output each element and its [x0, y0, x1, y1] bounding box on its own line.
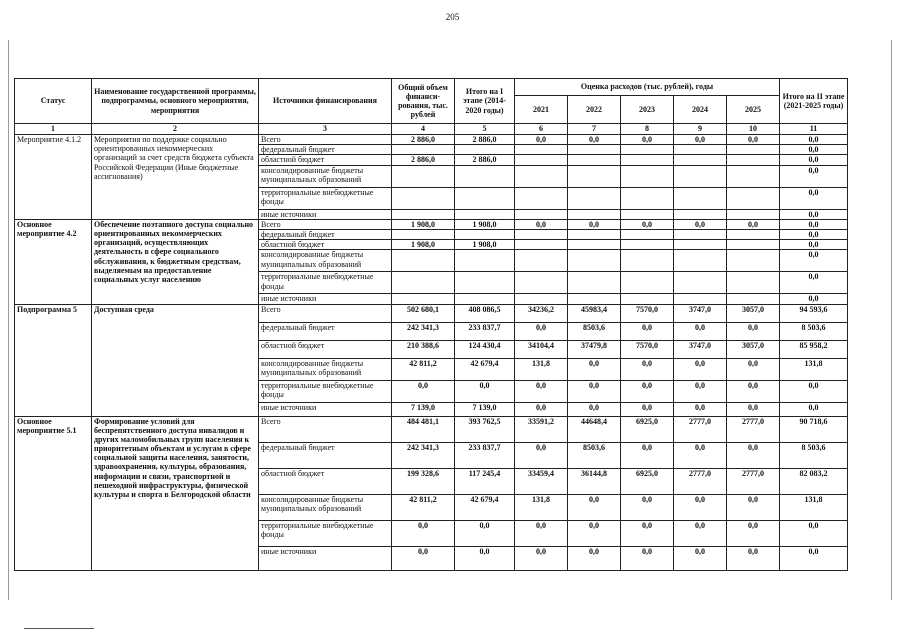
amount-cell: 0,0	[727, 358, 780, 380]
amount-cell: 0,0	[727, 402, 780, 416]
amount-cell	[727, 209, 780, 219]
amount-cell	[727, 240, 780, 250]
amount-cell: 0,0	[674, 219, 727, 229]
amount-cell	[674, 165, 727, 187]
funding-source: иные источники	[259, 294, 392, 304]
amount-cell	[674, 209, 727, 219]
amount-cell: 0,0	[674, 494, 727, 520]
amount-cell	[568, 250, 621, 272]
funding-source: федеральный бюджет	[259, 229, 392, 239]
header-stage2-total: Итого на II этапе (2021-2025 годы)	[780, 79, 848, 124]
amount-cell: 2 886,0	[392, 155, 455, 165]
amount-cell: 0,0	[621, 494, 674, 520]
amount-cell	[392, 229, 455, 239]
amount-cell: 0,0	[780, 250, 848, 272]
amount-cell	[455, 145, 515, 155]
amount-cell	[674, 250, 727, 272]
amount-cell: 2777,0	[727, 416, 780, 442]
amount-cell	[455, 209, 515, 219]
column-number: 5	[455, 124, 515, 135]
amount-cell: 34236,2	[515, 304, 568, 322]
amount-cell: 6925,0	[621, 468, 674, 494]
funding-source: Всего	[259, 304, 392, 322]
amount-cell: 8503,6	[568, 322, 621, 340]
amount-cell	[392, 272, 455, 294]
amount-cell	[568, 165, 621, 187]
amount-cell: 0,0	[621, 546, 674, 570]
amount-cell: 33591,2	[515, 416, 568, 442]
header-stage1-total: Итого на I этапе (2014-2020 годы)	[455, 79, 515, 124]
amount-cell	[621, 165, 674, 187]
amount-cell: 8 503,6	[780, 442, 848, 468]
amount-cell	[621, 145, 674, 155]
amount-cell: 0,0	[621, 380, 674, 402]
amount-cell: 0,0	[674, 358, 727, 380]
funding-source: территориальные внебюджетные фонды	[259, 187, 392, 209]
amount-cell: 0,0	[727, 442, 780, 468]
footer-rule	[24, 628, 94, 629]
amount-cell: 2777,0	[674, 468, 727, 494]
page-right-border	[891, 40, 892, 600]
funding-source: консолидированные бюджеты муниципальных образований	[259, 250, 392, 272]
amount-cell: 0,0	[727, 380, 780, 402]
amount-cell	[455, 165, 515, 187]
table-row	[15, 219, 848, 229]
amount-cell: 1 908,0	[455, 219, 515, 229]
funding-source: территориальные внебюджетные фонды	[259, 380, 392, 402]
amount-cell: 42 679,4	[455, 358, 515, 380]
amount-cell	[621, 240, 674, 250]
row-status: Мероприятие 4.1.2	[15, 135, 92, 220]
amount-cell: 0,0	[780, 240, 848, 250]
amount-cell: 0,0	[392, 380, 455, 402]
amount-cell: 0,0	[515, 380, 568, 402]
amount-cell	[568, 209, 621, 219]
amount-cell: 242 341,3	[392, 442, 455, 468]
amount-cell: 0,0	[621, 135, 674, 145]
amount-cell: 45983,4	[568, 304, 621, 322]
page-left-border	[8, 40, 9, 600]
amount-cell	[621, 209, 674, 219]
amount-cell	[727, 229, 780, 239]
funding-source: территориальные внебюджетные фонды	[259, 272, 392, 294]
amount-cell: 0,0	[455, 380, 515, 402]
funding-source: областной бюджет	[259, 240, 392, 250]
amount-cell	[621, 294, 674, 304]
header-year: 2022	[568, 96, 621, 124]
header-total-cost: Общий объем финанси-рования, тыс. рублей	[392, 79, 455, 124]
column-number: 10	[727, 124, 780, 135]
funding-source: территориальные внебюджетные фонды	[259, 520, 392, 546]
amount-cell: 94 593,6	[780, 304, 848, 322]
amount-cell	[568, 229, 621, 239]
amount-cell: 0,0	[727, 219, 780, 229]
amount-cell: 0,0	[515, 135, 568, 145]
funding-source: Всего	[259, 219, 392, 229]
amount-cell: 0,0	[515, 546, 568, 570]
amount-cell: 0,0	[621, 358, 674, 380]
amount-cell: 0,0	[674, 322, 727, 340]
funding-source: федеральный бюджет	[259, 322, 392, 340]
funding-source: областной бюджет	[259, 468, 392, 494]
amount-cell	[515, 155, 568, 165]
amount-cell: 484 481,1	[392, 416, 455, 442]
column-number: 11	[780, 124, 848, 135]
amount-cell: 0,0	[780, 294, 848, 304]
amount-cell	[515, 165, 568, 187]
row-name: Формирование условий для беспрепятственного доступа инвалидов и других маломобильных групп населения к приоритетным объектам и услугам в сфере социальной защиты населения, занятости, здравоохранения, культуры, образования, информации и связи, транспортной и пешеходной инфраструктуры, физической культуры и спорта в Белгородской области	[92, 416, 259, 570]
amount-cell: 233 837,7	[455, 442, 515, 468]
funding-source: областной бюджет	[259, 155, 392, 165]
amount-cell: 233 837,7	[455, 322, 515, 340]
amount-cell: 0,0	[780, 209, 848, 219]
amount-cell: 210 388,6	[392, 340, 455, 358]
amount-cell: 0,0	[568, 402, 621, 416]
amount-cell: 0,0	[727, 520, 780, 546]
amount-cell: 36144,8	[568, 468, 621, 494]
amount-cell: 0,0	[455, 546, 515, 570]
funding-source: консолидированные бюджеты муниципальных образований	[259, 494, 392, 520]
amount-cell: 7 139,0	[455, 402, 515, 416]
amount-cell: 42 811,2	[392, 358, 455, 380]
amount-cell	[515, 187, 568, 209]
amount-cell: 0,0	[568, 520, 621, 546]
amount-cell	[392, 250, 455, 272]
amount-cell: 6925,0	[621, 416, 674, 442]
amount-cell	[392, 165, 455, 187]
amount-cell: 1 908,0	[392, 240, 455, 250]
table-row	[15, 416, 848, 442]
amount-cell: 0,0	[780, 187, 848, 209]
row-name: Мероприятия по поддержке социально ориентированных некоммерческих организаций за счет средств бюджета субъекта Российской Федерации (Иные бюджетные ассигнования)	[92, 135, 259, 220]
amount-cell	[621, 229, 674, 239]
header-estimate: Оценка расходов (тыс. рублей), годы	[515, 79, 780, 96]
funding-source: консолидированные бюджеты муниципальных образований	[259, 358, 392, 380]
amount-cell	[568, 240, 621, 250]
amount-cell: 33459,4	[515, 468, 568, 494]
amount-cell: 8503,6	[568, 442, 621, 468]
amount-cell: 44648,4	[568, 416, 621, 442]
amount-cell: 0,0	[621, 520, 674, 546]
amount-cell: 0,0	[621, 402, 674, 416]
amount-cell	[568, 155, 621, 165]
expenditure-table	[14, 78, 848, 571]
amount-cell: 0,0	[674, 380, 727, 402]
amount-cell	[455, 294, 515, 304]
column-number: 2	[92, 124, 259, 135]
amount-cell: 0,0	[780, 229, 848, 239]
amount-cell: 131,8	[515, 494, 568, 520]
amount-cell: 0,0	[674, 402, 727, 416]
amount-cell: 85 958,2	[780, 340, 848, 358]
funding-source: консолидированные бюджеты муниципальных образований	[259, 165, 392, 187]
amount-cell	[515, 294, 568, 304]
amount-cell: 7570,0	[621, 304, 674, 322]
amount-cell: 502 680,1	[392, 304, 455, 322]
amount-cell	[674, 145, 727, 155]
row-status: Основное мероприятие 5.1	[15, 416, 92, 570]
amount-cell: 0,0	[515, 442, 568, 468]
amount-cell: 0,0	[568, 135, 621, 145]
column-number: 4	[392, 124, 455, 135]
amount-cell	[621, 187, 674, 209]
amount-cell: 0,0	[727, 546, 780, 570]
amount-cell: 7570,0	[621, 340, 674, 358]
amount-cell: 0,0	[515, 520, 568, 546]
amount-cell	[674, 272, 727, 294]
amount-cell: 2777,0	[727, 468, 780, 494]
row-name: Доступная среда	[92, 304, 259, 416]
amount-cell	[621, 272, 674, 294]
amount-cell: 0,0	[727, 322, 780, 340]
amount-cell: 124 430,4	[455, 340, 515, 358]
funding-source: федеральный бюджет	[259, 145, 392, 155]
amount-cell: 42 679,4	[455, 494, 515, 520]
amount-cell: 0,0	[515, 219, 568, 229]
funding-source: Всего	[259, 416, 392, 442]
header-year: 2021	[515, 96, 568, 124]
header-sources: Источники финансирования	[259, 79, 392, 124]
column-number: 6	[515, 124, 568, 135]
amount-cell: 0,0	[780, 155, 848, 165]
amount-cell: 0,0	[568, 380, 621, 402]
amount-cell: 0,0	[780, 135, 848, 145]
header-year: 2024	[674, 96, 727, 124]
row-status: Основное мероприятие 4.2	[15, 219, 92, 304]
amount-cell: 34104,4	[515, 340, 568, 358]
amount-cell	[674, 229, 727, 239]
amount-cell: 3057,0	[727, 340, 780, 358]
funding-source: иные источники	[259, 546, 392, 570]
amount-cell: 3057,0	[727, 304, 780, 322]
amount-cell	[727, 145, 780, 155]
amount-cell	[455, 229, 515, 239]
amount-cell	[727, 250, 780, 272]
amount-cell	[621, 250, 674, 272]
amount-cell	[515, 209, 568, 219]
amount-cell	[727, 272, 780, 294]
amount-cell: 2 886,0	[455, 135, 515, 145]
header-year: 2023	[621, 96, 674, 124]
amount-cell	[392, 145, 455, 155]
amount-cell	[515, 272, 568, 294]
amount-cell: 0,0	[780, 165, 848, 187]
amount-cell: 0,0	[780, 546, 848, 570]
amount-cell	[455, 272, 515, 294]
amount-cell: 0,0	[621, 219, 674, 229]
amount-cell: 0,0	[674, 546, 727, 570]
amount-cell: 2 886,0	[455, 155, 515, 165]
amount-cell: 3747,0	[674, 340, 727, 358]
column-number: 9	[674, 124, 727, 135]
table-row	[15, 304, 848, 322]
amount-cell: 8 503,6	[780, 322, 848, 340]
amount-cell: 0,0	[727, 494, 780, 520]
amount-cell: 117 245,4	[455, 468, 515, 494]
amount-cell: 2777,0	[674, 416, 727, 442]
amount-cell	[515, 250, 568, 272]
amount-cell: 0,0	[674, 442, 727, 468]
amount-cell: 42 811,2	[392, 494, 455, 520]
amount-cell: 1 908,0	[392, 219, 455, 229]
amount-cell: 0,0	[392, 546, 455, 570]
amount-cell	[727, 187, 780, 209]
amount-cell	[392, 294, 455, 304]
funding-source: иные источники	[259, 402, 392, 416]
amount-cell: 3747,0	[674, 304, 727, 322]
amount-cell: 0,0	[568, 546, 621, 570]
amount-cell	[568, 294, 621, 304]
amount-cell: 0,0	[515, 402, 568, 416]
amount-cell	[568, 272, 621, 294]
row-status: Подпрограмма 5	[15, 304, 92, 416]
amount-cell	[674, 240, 727, 250]
amount-cell: 0,0	[780, 402, 848, 416]
amount-cell: 131,8	[780, 494, 848, 520]
amount-cell	[515, 229, 568, 239]
amount-cell: 0,0	[674, 135, 727, 145]
amount-cell: 2 886,0	[392, 135, 455, 145]
amount-cell	[727, 155, 780, 165]
amount-cell: 0,0	[780, 219, 848, 229]
amount-cell	[727, 165, 780, 187]
amount-cell: 242 341,3	[392, 322, 455, 340]
amount-cell: 0,0	[674, 520, 727, 546]
amount-cell: 0,0	[515, 322, 568, 340]
amount-cell: 0,0	[780, 145, 848, 155]
amount-cell	[568, 187, 621, 209]
amount-cell: 0,0	[727, 135, 780, 145]
amount-cell: 90 718,6	[780, 416, 848, 442]
amount-cell: 0,0	[568, 219, 621, 229]
column-number: 3	[259, 124, 392, 135]
amount-cell: 37479,8	[568, 340, 621, 358]
amount-cell: 0,0	[568, 494, 621, 520]
funding-source: иные источники	[259, 209, 392, 219]
amount-cell: 7 139,0	[392, 402, 455, 416]
amount-cell: 0,0	[780, 520, 848, 546]
amount-cell: 1 908,0	[455, 240, 515, 250]
amount-cell	[455, 187, 515, 209]
row-name: Обеспечение поэтапного доступа социально ориентированных некоммерческих организаций, осуществляющих деятельность в сфере социального обслуживания, к бюджетным средствам, выделяемым на предоставление социальных услуг населению	[92, 219, 259, 304]
header-status: Статус	[15, 79, 92, 124]
amount-cell: 0,0	[568, 358, 621, 380]
table-row	[15, 135, 848, 145]
amount-cell: 0,0	[780, 380, 848, 402]
amount-cell	[727, 294, 780, 304]
amount-cell: 131,8	[515, 358, 568, 380]
column-number: 1	[15, 124, 92, 135]
amount-cell: 408 086,5	[455, 304, 515, 322]
header-name: Наименование государственной программы, подпрограммы, основного мероприятия, мероприятия	[92, 79, 259, 124]
amount-cell: 393 762,5	[455, 416, 515, 442]
header-year: 2025	[727, 96, 780, 124]
amount-cell: 0,0	[455, 520, 515, 546]
amount-cell: 0,0	[780, 272, 848, 294]
amount-cell	[674, 294, 727, 304]
amount-cell	[568, 145, 621, 155]
amount-cell: 82 083,2	[780, 468, 848, 494]
amount-cell	[621, 155, 674, 165]
column-number: 7	[568, 124, 621, 135]
page-number: 205	[445, 12, 460, 22]
amount-cell: 199 328,6	[392, 468, 455, 494]
amount-cell	[392, 187, 455, 209]
amount-cell: 0,0	[392, 520, 455, 546]
funding-source: федеральный бюджет	[259, 442, 392, 468]
column-number: 8	[621, 124, 674, 135]
amount-cell	[392, 209, 455, 219]
funding-source: областной бюджет	[259, 340, 392, 358]
amount-cell	[515, 240, 568, 250]
amount-cell	[515, 145, 568, 155]
amount-cell: 131,8	[780, 358, 848, 380]
amount-cell: 0,0	[621, 322, 674, 340]
amount-cell	[674, 187, 727, 209]
amount-cell	[455, 250, 515, 272]
amount-cell	[674, 155, 727, 165]
amount-cell: 0,0	[621, 442, 674, 468]
funding-source: Всего	[259, 135, 392, 145]
